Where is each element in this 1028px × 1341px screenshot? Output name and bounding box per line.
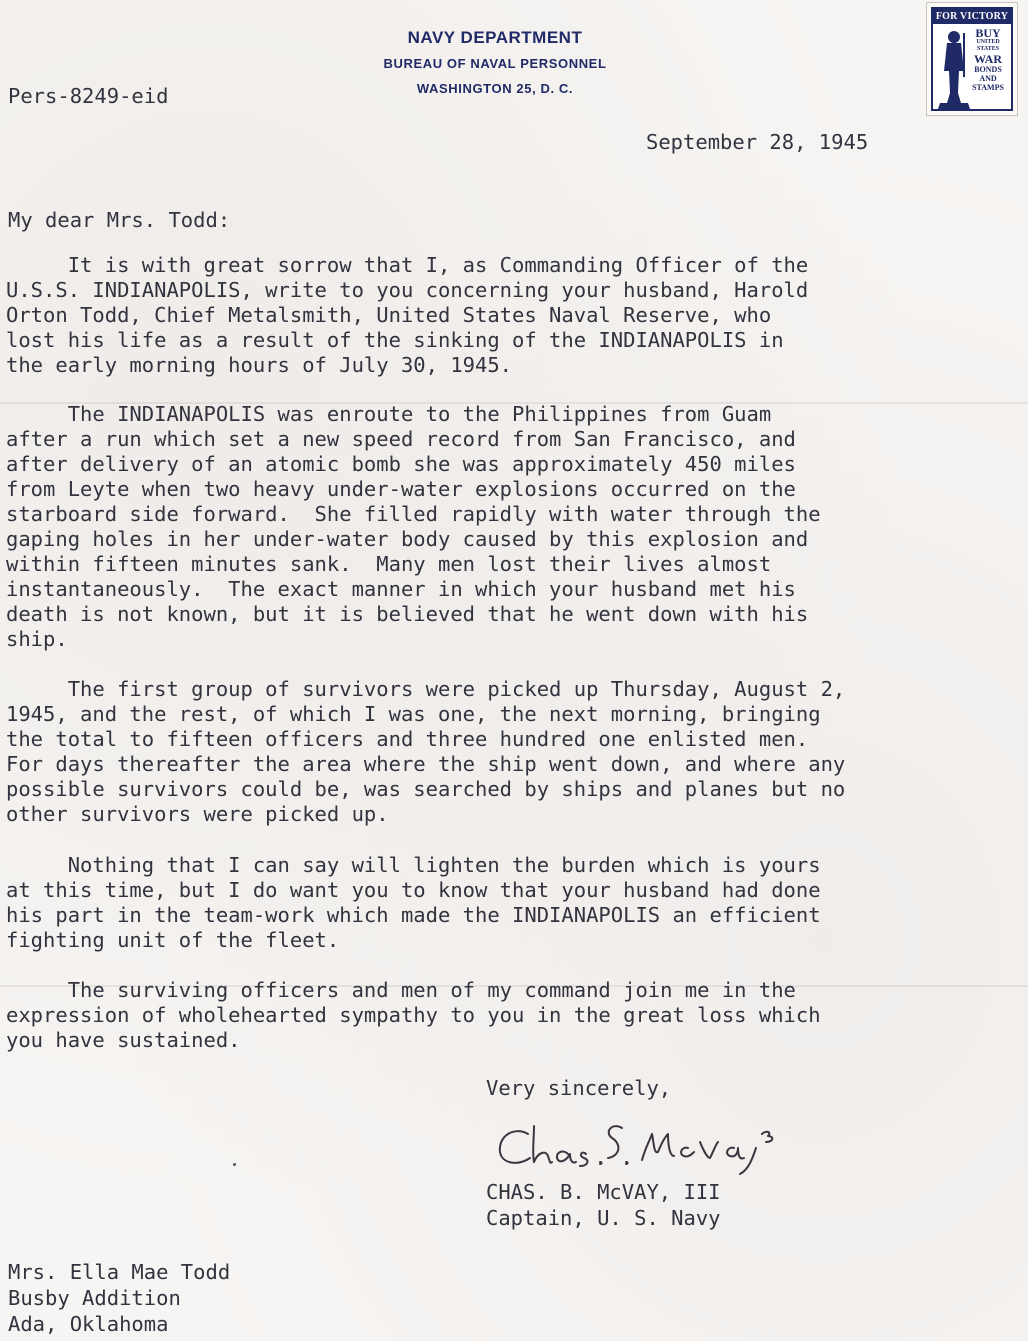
text-line: U.S.S. INDIANAPOLIS, write to you concerning your husband, Harold	[6, 278, 809, 302]
letterhead-department: NAVY DEPARTMENT	[407, 28, 583, 47]
text-line: expression of wholehearted sympathy to you in the great loss which	[6, 1003, 821, 1027]
text-line: gaping holes in her under-water body caused by this explosion and	[6, 527, 809, 551]
text-line: you have sustained.	[6, 1028, 241, 1052]
text-line: death is not known, but it is believed that he went down with his	[6, 602, 809, 626]
text-line: from Leyte when two heavy under-water explosions occurred on the	[6, 477, 796, 501]
text-line: The INDIANAPOLIS was enroute to the Philippines from Guam	[6, 402, 772, 426]
ink-speck	[233, 1163, 236, 1166]
text-line: the total to fifteen officers and three hundred one enlisted men.	[6, 727, 809, 751]
war-bonds-stamp	[926, 2, 1018, 116]
text-line: other survivors were picked up.	[6, 802, 389, 826]
recipient-line-3: Ada, Oklahoma	[8, 1312, 169, 1336]
text-line: It is with great sorrow that I, as Commanding Officer of the	[6, 253, 809, 277]
recipient-address	[8, 1259, 230, 1337]
stamp-top-text: FOR VICTORY	[933, 9, 1011, 24]
stamp-united-states: UNITED STATES	[976, 39, 1000, 52]
text-line: Orton Todd, Chief Metalsmith, United States Naval Reserve, who	[6, 303, 772, 327]
text-line: 1945, and the rest, of which I was one, the next morning, bringing	[6, 702, 821, 726]
paragraph-2	[6, 402, 1024, 652]
stamp-bonds-and: BONDS AND	[974, 65, 1002, 83]
text-line: within fifteen minutes sank. Many men lost their lives almost	[6, 552, 772, 576]
paragraph-4	[6, 853, 1024, 953]
signer-name: CHAS. B. McVAY, III	[486, 1180, 721, 1204]
stamp-buy: BUY	[975, 26, 1001, 40]
letterhead-address: WASHINGTON 25, D. C.	[416, 81, 574, 96]
text-line: ship.	[6, 627, 68, 651]
text-line: For days thereafter the area where the ship went down, and where any	[6, 752, 846, 776]
text-line: after delivery of an atomic bomb she was approximately 450 miles	[6, 452, 796, 476]
reference-number: Pers-8249-eid	[8, 84, 169, 108]
stamp-war: WAR	[973, 52, 1002, 66]
text-line: his part in the team-work which made the INDIANAPOLIS an efficient	[6, 903, 821, 927]
text-line: The surviving officers and men of my command join me in the	[6, 978, 796, 1002]
handwritten-signature	[490, 1112, 790, 1178]
text-line: instantaneously. The exact manner in which your husband met his	[6, 577, 796, 601]
text-line: the early morning hours of July 30, 1945.	[6, 353, 513, 377]
text-line: at this time, but I do want you to know that your husband had done	[6, 878, 821, 902]
text-line: Nothing that I can say will lighten the burden which is yours	[6, 853, 821, 877]
text-line: lost his life as a result of the sinking of the INDIANAPOLIS in	[6, 328, 784, 352]
text-line: possible survivors could be, was searched by ships and planes but no	[6, 777, 846, 801]
paragraph-5	[6, 978, 1024, 1053]
text-line: fighting unit of the fleet.	[6, 928, 340, 952]
letterhead	[330, 28, 660, 96]
stamp-text	[967, 27, 1009, 92]
paragraph-3	[6, 677, 1024, 827]
closing: Very sincerely,	[486, 1076, 672, 1100]
text-line: The first group of survivors were picked up Thursday, August 2,	[6, 677, 846, 701]
stamp-stamps: STAMPS	[972, 83, 1004, 92]
letterhead-bureau: BUREAU OF NAVAL PERSONNEL	[383, 56, 607, 71]
recipient-name: Mrs. Ella Mae Todd	[8, 1260, 231, 1284]
salutation: My dear Mrs. Todd:	[8, 208, 231, 232]
letter-date: September 28, 1945	[646, 130, 869, 154]
text-line: starboard side forward. She filled rapidly with water through the	[6, 502, 821, 526]
paragraph-1	[6, 253, 1024, 378]
recipient-line-2: Busby Addition	[8, 1286, 181, 1310]
signer-title: Captain, U. S. Navy	[486, 1206, 721, 1230]
stamp-frame	[931, 7, 1013, 111]
text-line: after a run which set a new speed record from San Francisco, and	[6, 427, 796, 451]
